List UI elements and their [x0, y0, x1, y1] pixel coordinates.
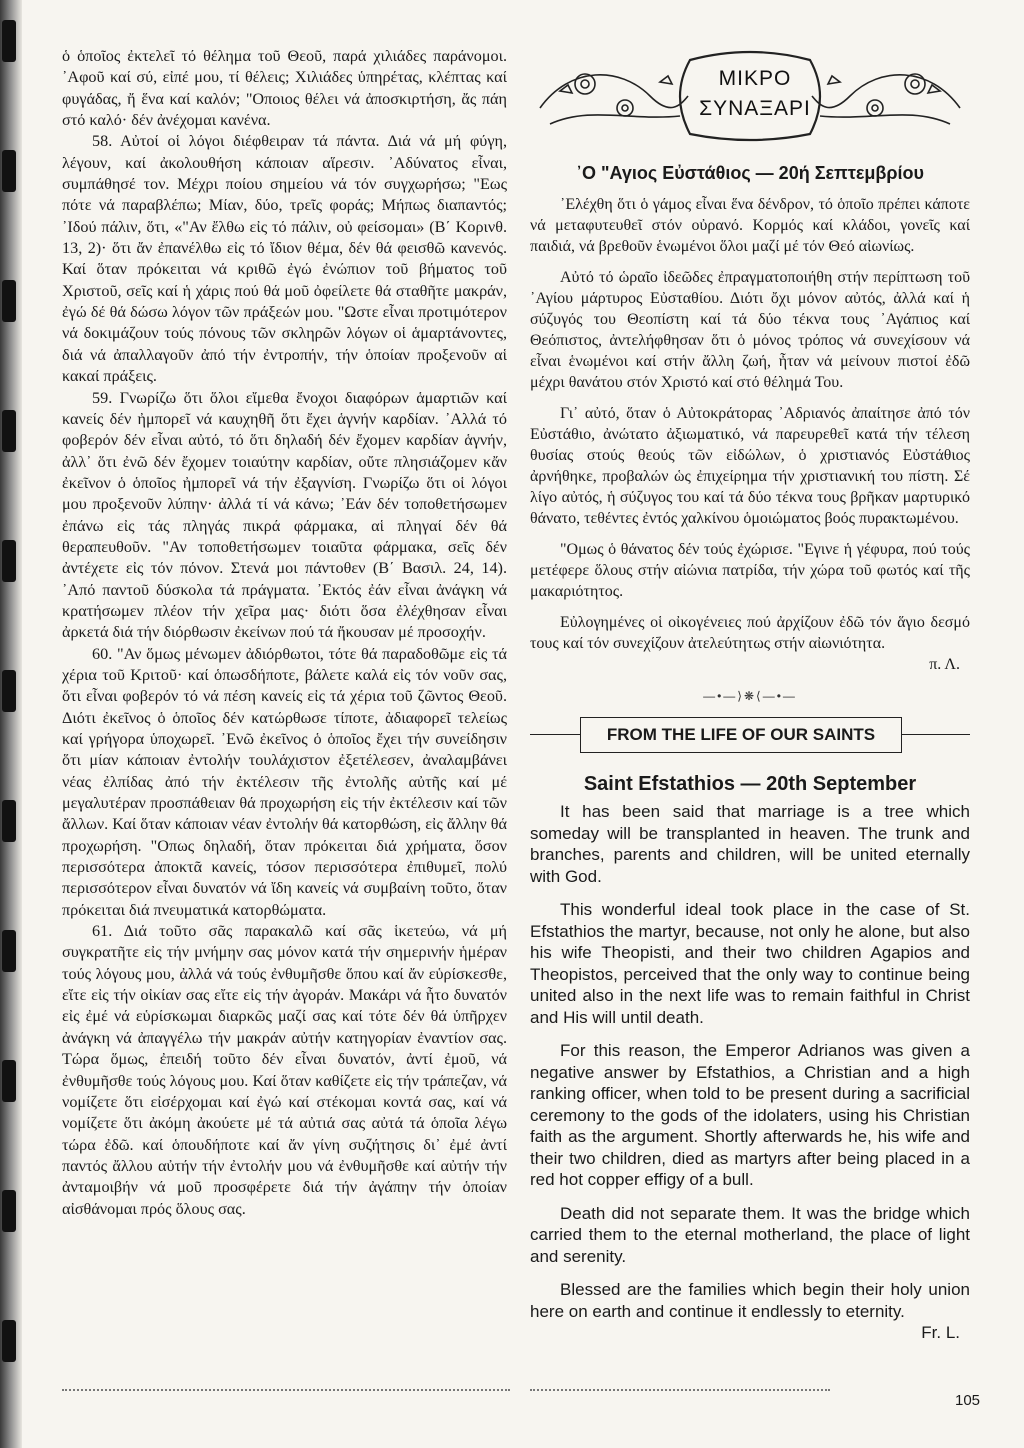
banner-line: ΣΥΝΑΞΑΡΙ	[699, 97, 811, 120]
greek-article-heading: ᾿Ο "Αγιος Εὐστάθιος — 20ή Σεπτεμβρίου	[575, 163, 925, 183]
homily-paragraph: ὁ ὁποῖος ἐκτελεῖ τό θέλημα τοῦ Θεοῦ, παρά χιλιάδες παράνομοι. ᾿Αφοῦ καί σύ, εἰπέ μου, τί θέλεις; Χιλιάδες ὑπηρέτας, κλέπτας καί φυγάδας, ἤ ἕνα καί καλόν; "Οποιος θέλει νά ἀποσκιρτήση, ἄς πάη στό καλό· δέν ἀνέχομαι κανένα.	[62, 47, 507, 130]
mikro-synaxari-banner	[530, 46, 970, 146]
section-title: FROM THE LIFE OF OUR SAINTS	[580, 717, 902, 753]
binding-hole	[2, 1320, 16, 1362]
english-article-heading: Saint Efstathios — 20th September	[583, 773, 917, 795]
greek-paragraph: Αὐτό τό ὡραῖο ἰδεῶδες ἐπραγματοποιήθη στήν περίπτωση τοῦ ᾿Αγίου μάρτυρος Εὐσταθίου. Διότι ὄχι μόνον αὐτός, ἀλλά καί ἡ σύζυγός του Θεοπίστη καί τά δύο τέκνα τους ᾿Αγάπιος καί Θεόπιστος, ἀντελήφθησαν ὅτι ὁ μόνος τρόπος νά συνεχίσουν νά εἶναι ἑνωμένοι καί στήν ἄλλη ζωή, ἦταν νά μείνουν πιστοί ἐδῶ μέχρι θανάτου στόν Χριστό καί στό θέλημά Του.	[530, 269, 970, 391]
greek-signature: π. Λ.	[929, 656, 960, 673]
dotted-rule	[62, 1389, 510, 1391]
banner-line: ΜΙΚΡΟ	[718, 67, 792, 90]
binding-hole	[2, 670, 16, 712]
binding-hole	[2, 1060, 16, 1102]
left-column-homily	[62, 46, 507, 1220]
homily-paragraph: 58. Αὐτοί οἱ λόγοι διέφθειραν τά πάντα. Διά νά μή φύγη, λέγουν, καί ἀκολουθήση κάποιαν αἵρεσιν. ᾿Αδύνατος εἶναι, συμπάθησέ τον. Μέχρι ποίου σημείου νά τόν συγχωρήσω; "Εως πότε νά παραβλέπω; Μίαν, δύο, τρεῖς φοράς; Μήπως διαπαντός; ᾿Ιδού πάλιν, ὅτι, «"Αν ἔλθω εἰς τό πάλιν, οὐ φείσομαι» (Β΄ Κορινθ. 13, 2)· ὅτι ἄν ἐπανέλθω εἰς τό ἴδιον θέμα, δέν θά φεισθῶ κανενός. Καί ὅταν πρόκειται νά κριθῶ ἐγώ ἐνώπιον τοῦ βήματος τοῦ Χριστοῦ, σεῖς καί ἡ χάρις πού θά μοῦ ὀφείλετε θά σταθῆτε μακράν, ἐγώ δέ θά δώσω λόγον τῶν πράξεών μου. "Ωστε εἶναι προτιμότερον νά δοκιμάζουν τούς πόνους τῶν σκληρῶν λόγων οἱ ἁμαρτάνοντες, διά νά ἀπαλλαγοῦν ἀπό τήν ἐντροπήν, τήν ὁποίαν προξενοῦν αἱ κακαί πράξεις.	[62, 132, 507, 386]
binding-hole	[2, 800, 16, 842]
banner-title	[690, 64, 820, 124]
homily-paragraph: 61. Διά τοῦτο σᾶς παρακαλῶ καί σᾶς ἱκετεύω, νά μή συγκρατῆτε εἰς τήν μνήμην σας μόνον κατά τήν σημερινήν ἡμέραν τούς λόγους μου, ἀλλά νά τούς ἐνθυμῆσθε ὅπου καί ἄν εὑρίσκεσθε, εἴτε εἰς τήν οἰκίαν σας εἴτε εἰς τήν ἀγοράν. Μακάρι νά ἦτο δυνατόν εἰς ἐμέ νά εὑρίσκωμαι διαρκῶς μαζί σας καί τότε δέν θά ὑπῆρχεν ἀνάγκη νά ἀπαγγέλω τήν μακράν αὐτήν κατηγορίαν ἐναντίον σας. Τώρα ὅμως, ἐπειδή τοῦτο δέν εἶναι δυνατόν, ἀντί ἐμοῦ, νά ἐνθυμῆσθε τούς λόγους μου. Καί ὅταν καθίζετε εἰς τήν τράπεζαν, νά νομίζετε ὅτι εἰσέρχομαι καί ἐγώ καί στέκομαι κοντά σας, καί νά νομίζετε ὅτι ἀκόμη ἀκούετε μέ τά αὐτιά σας αὐτά τά ὁποῖα λέγω τώρα ἐδῶ. καί ὁπουδήποτε καί ἄν γίνη συζήτησις δι᾿ ἐμέ ἀντί παντός ἄλλου αὐτήν τήν ἐντολήν μου νά ἐνθυμῆσθε καί αὐτήν τήν ἀνταμοιβήν νά μοῦ προσφέρετε διά τήν ἀγάπην τήν ὁποίαν αἰσθάνομαι πρός ὅλους σας.	[62, 922, 507, 1218]
binding-hole	[2, 540, 16, 582]
section-title-box	[530, 717, 970, 753]
english-paragraph: This wonderful ideal took place in the case of St. Efstathios the martyr, because, not only he alone, but also his wife Theopisti, and their two children Agapios and Theopistos, perceived that the only way to continue being united also in the next life was to remain faithful in Christ and His will until death.	[530, 900, 970, 1027]
binding-edge	[0, 0, 22, 1448]
dotted-rule	[530, 1389, 830, 1391]
divider-ornament-icon: —•—⟩❋⟨—•—	[703, 689, 797, 703]
english-article-body	[530, 801, 970, 1322]
english-signature: Fr. L.	[921, 1323, 960, 1342]
greek-article-body	[530, 194, 970, 654]
binding-hole	[2, 150, 16, 192]
english-paragraph: It has been said that marriage is a tree which someday will be transplanted in heaven. The trunk and branches, parents and children, will be united eternally with God.	[530, 802, 970, 886]
english-paragraph: Blessed are the families which begin their holy union here on earth and continue it endlessly to eternity.	[530, 1280, 970, 1321]
greek-paragraph: Γι᾿ αὐτό, ὅταν ὁ Αὐτοκράτορας ᾿Αδριανός ἀπαίτησε ἀπό τόν Εὐστάθιο, ἀνώτατο ἀξιωματικό, νά παρευρεθεῖ κατά τήν τέλεση θυσίας στούς θεούς τῶν εἰδώλων, ὁ χριστιανός Εὐστάθιος ἀρνήθηκε, προβαλών ὡς ἐπιχείρημα τήν χριστιανική του πίστη. Σέ λίγο αὐτός, ἡ σύζυγος του καί τά δύο τέκνα τους βρῆκαν μαρτυρικό θάνατο, τεθέντες ἐντός χαλκίνου ὁμοιώματος βοός πυρακτωμένου.	[530, 405, 970, 527]
english-paragraph: Death did not separate them. It was the bridge which carried them to the eternal motherland, the place of light and serenity.	[530, 1203, 970, 1266]
binding-hole	[2, 930, 16, 972]
homily-paragraph: 59. Γνωρίζω ὅτι ὅλοι εἴμεθα ἔνοχοι διαφόρων ἁμαρτιῶν καί κανείς δέν ἠμπορεῖ νά καυχηθῆ ὅτι ἔχει ἁγνήν καρδίαν. ᾿Αλλά τό φοβερόν δέν εἶναι αὐτό, τό ὅτι δηλαδή δέν ἔχομεν καρδίαν ἁγνήν, ἀλλ᾿ ὅτι ἐνῶ δέν ἔχομεν τοιαύτην καρδίαν, οὔτε πλησιάζομεν κἄν ἐκεῖνον ὁ ὁποῖος ἠμπορεῖ νά τήν ἐξαγνίση. Γνωρίζω ὅτι οἱ λόγοι μου προξενοῦν λύπην· ἀλλά τί νά κάνω; ᾿Εάν δέν τοποθετήσωμεν ἐπάνω εἰς τάς πληγάς πικρά φάρμακα, αἱ πληγαί δέν θά θεραπευθοῦν. "Αν τοποθετήσωμεν τοιαῦτα φάρμακα, σεῖς δέν ἀντέχετε εἰς τόν πόνον. Στενά μοι πάντοθεν (Β΄ Βασιλ. 24, 14). ᾿Από παντοῦ δύσκολα τά πράγματα. ᾿Εκτός ἐάν εἶναι ἀνάγκη νά κρατήσωμεν πλέον τήν χεῖρα μας· διότι ὅσα ἐλέχθησαν εἶναι ἀρκετά διά τήν διόρθωσιν ἐκείνων πού τά ἤκουσαν μέ προσοχήν.	[62, 388, 507, 642]
greek-signature-row	[530, 654, 970, 675]
greek-paragraph: ᾿Ελέχθη ὅτι ὁ γάμος εἶναι ἕνα δένδρον, τό ὁποῖο πρέπει κάποτε νά μεταφυτευθεῖ στόν οὐρανό. Κορμός καί κλάδοι, γονεῖς καί παιδιά, νά βρεθοῦν ἑνωμένοι ὅλοι μαζί μέ τόν Θεό αἰωνίως.	[530, 196, 970, 255]
binding-hole	[2, 1190, 16, 1232]
binding-hole	[2, 410, 16, 452]
binding-hole	[2, 280, 16, 322]
greek-paragraph: "Ομως ὁ θάνατος δέν τούς ἐχώρισε. "Εγινε ἡ γέφυρα, πού τούς μετέφερε ὅλους στήν αἰώνια πατρίδα, τήν χώρα τοῦ φωτός καί τῆς μακαριότητος.	[530, 541, 970, 600]
english-paragraph: For this reason, the Emperor Adrianos was given a negative answer by Efstathios, a Christian and a high ranking officer, when told to be present during a sacrificial ceremony to the gods of the idolaters, using his Christian faith as the argument. Shortly afterwards he, his wife and their two children, died as martyrs after being placed in a red hot copper effigy of a bull.	[530, 1041, 970, 1189]
page-number: 105	[955, 1392, 981, 1409]
greek-paragraph: Εὐλογημένες οἱ οἰκογένειες πού ἀρχίζουν ἐδῶ τόν ἅγιο δεσμό τους καί τόν συνεχίζουν ἀτελεύτητως στήν αἰωνιότητα.	[530, 614, 970, 652]
binding-hole	[2, 20, 16, 62]
homily-paragraph: 60. "Αν ὅμως μένωμεν ἀδιόρθωτοι, τότε θά παραδοθῶμε εἰς τά χέρια τοῦ Κριτοῦ· καί ὁπωσδήποτε, βάλετε καλά εἰς τόν νοῦν σας, ὅτι εἶναι φοβερόν τό νά πέση κανείς εἰς τά χέρια τοῦ ζῶντος Θεοῦ. Διότι ἐκεῖνος ὁ ὁποῖος δέν κατώρθωσε τίποτε, ἀδιαφορεῖ τελείως καί γρήγορα ὑποχωρεῖ. ᾿Ενῶ ἐκεῖνος ὁ ὁποῖος ἔχει τήν συνείδησιν ὅτι μίαν κάποιαν ἐντολήν τουλάχιστον ἐξετέλεσεν, ἀναλαμβάνει νέας ἐλπίδας ἀπό τήν ἐκτέλεσιν τῆς ἐντολῆς αὐτῆς καί μέ μεγαλυτέραν προσπάθειαν θά προχωρήση εἰς τήν ἐκτέλεσιν καί τῶν ἄλλων. Καί ὅταν κάποιαν νέαν ἐντολήν θά κατορθώση, εἰς ἄλλην θά προχωρήση. "Οπως δηλαδή, ὅταν πρόκειται διά χρήματα, ὅσον περισσότερα ἀποκτᾶ κανείς, τόσον περισσότερα ἐπιθυμεῖ, πολύ περισσότερον εἶναι δυνατόν νά ἴδη κανείς νά συμβαίνη τοῦτο, ὅταν πρόκειται διά πνευματικά κατορθώματα.	[62, 644, 507, 919]
right-column	[530, 46, 970, 1343]
english-signature-row	[530, 1322, 970, 1343]
